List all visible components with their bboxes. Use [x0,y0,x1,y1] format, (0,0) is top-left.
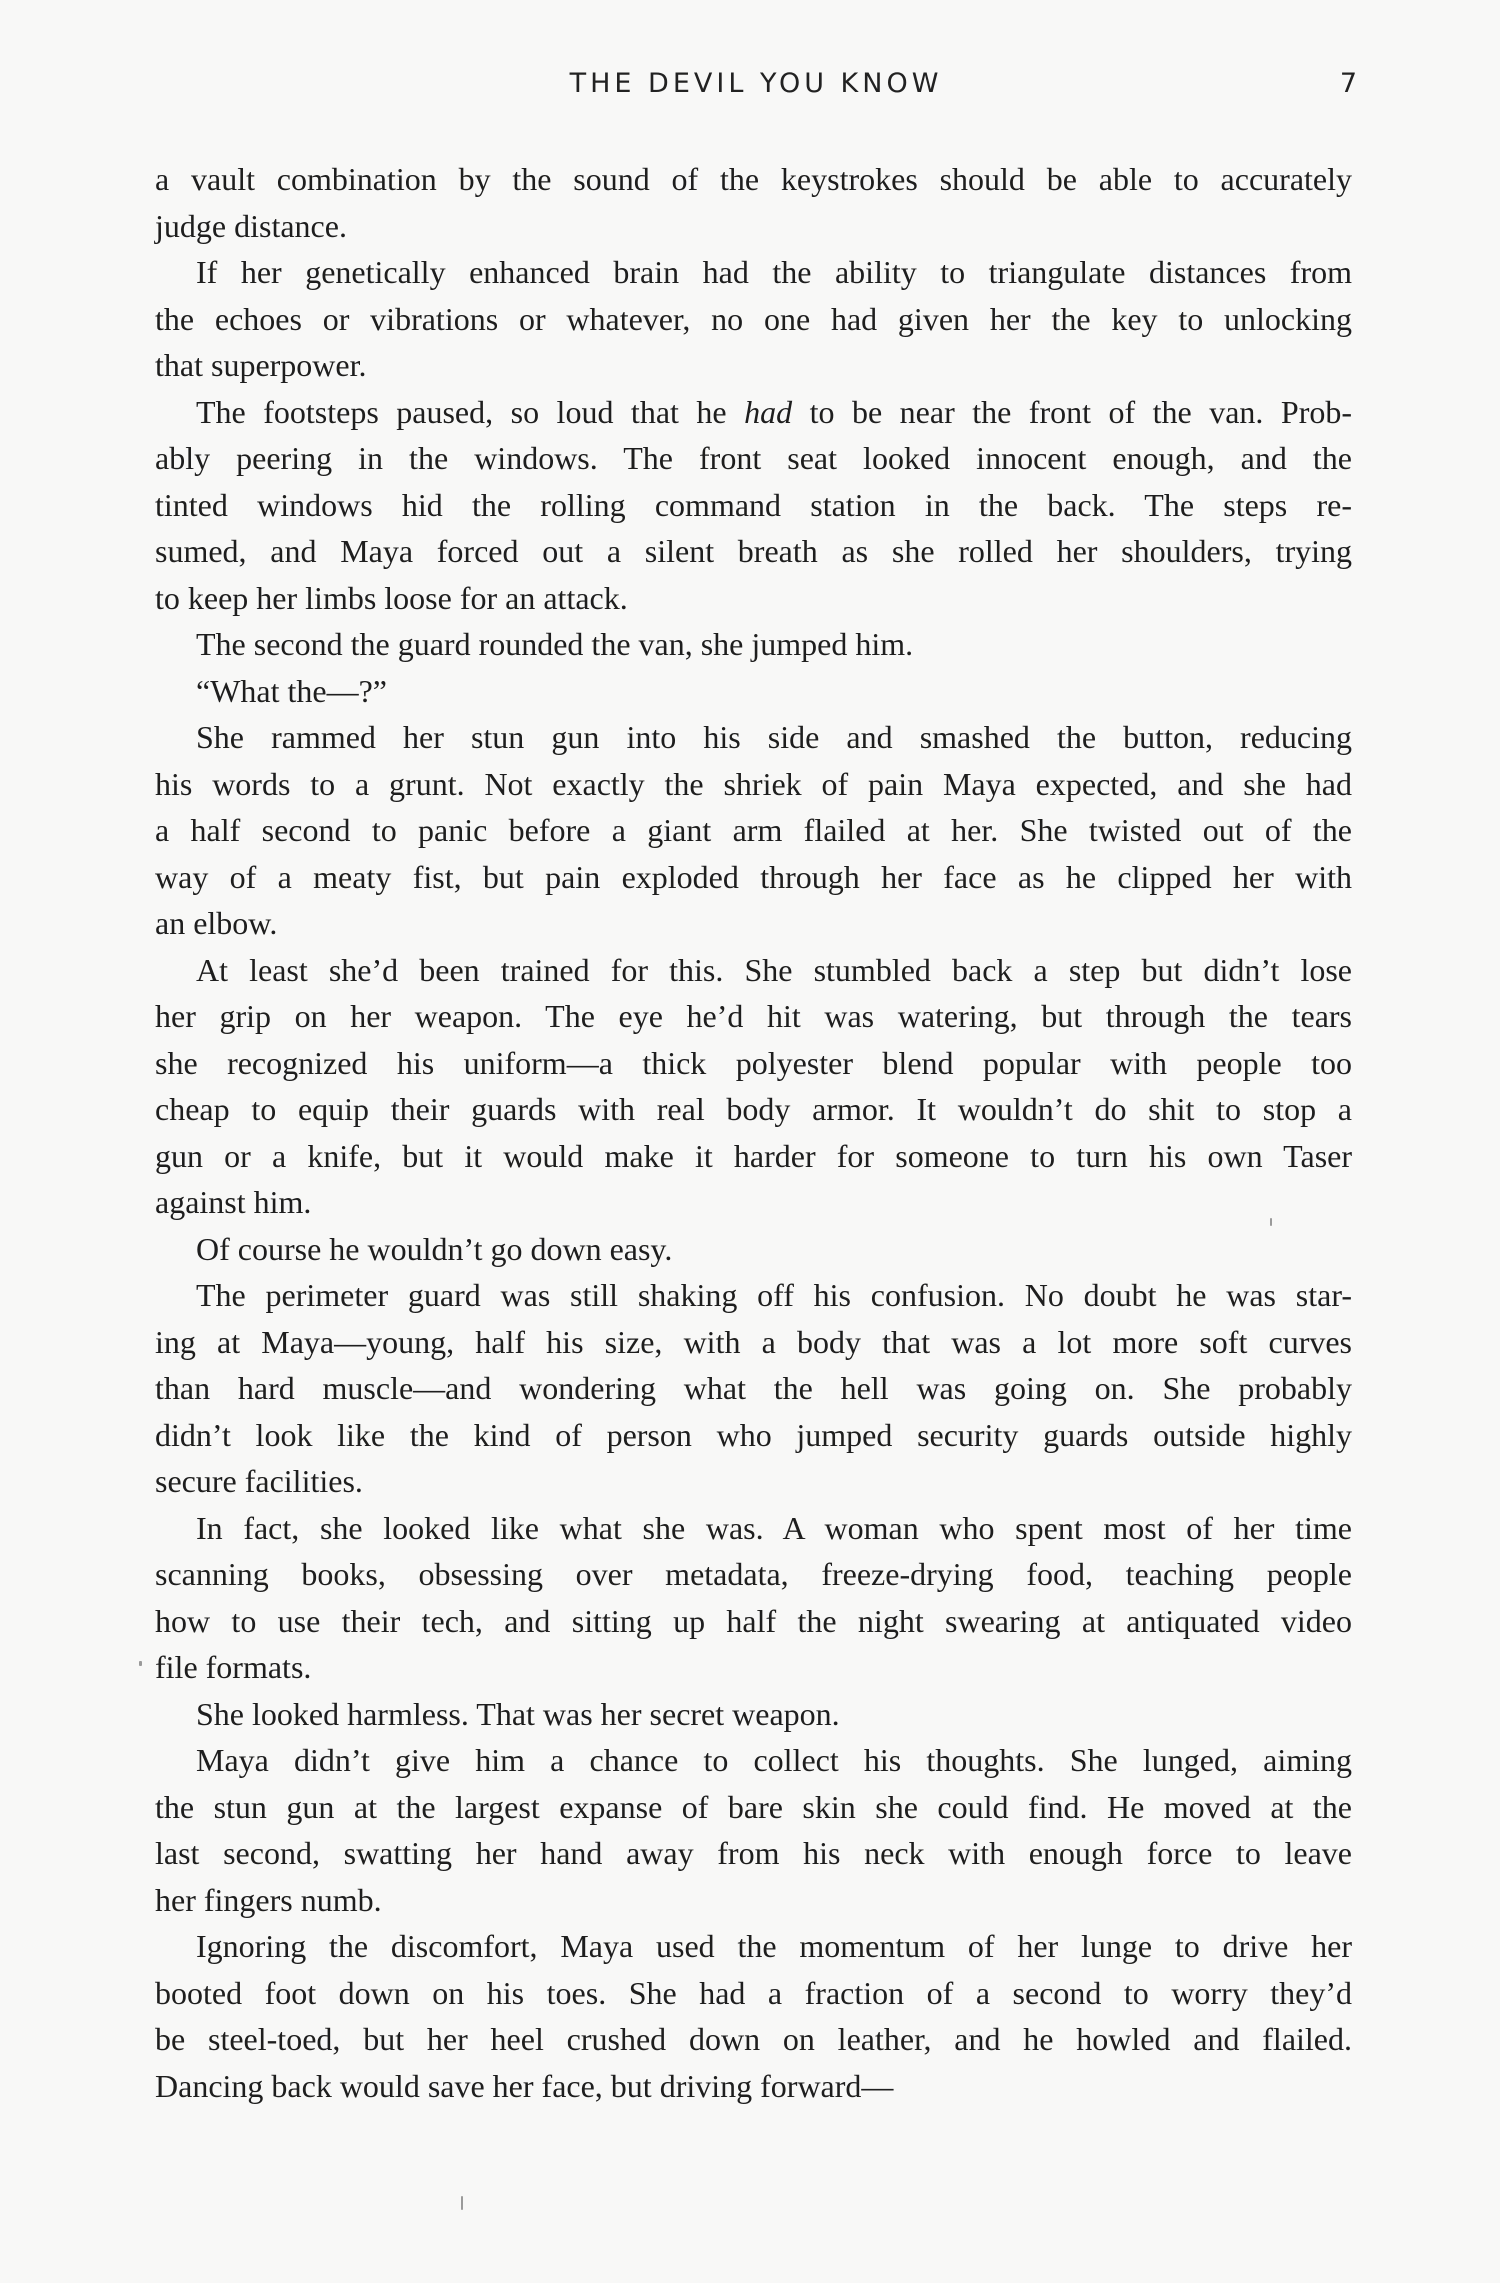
text-line: If her genetically enhanced brain had the ability to triangulate distances from [196,254,1352,290]
scan-speck [1270,1218,1272,1226]
text-line: cheap to equip their guards with real body armor. It wouldn’t do shit to stop a [155,1091,1352,1127]
text-line: tinted windows hid the rolling command station in the back. The steps re- [155,486,1352,523]
text-line: The second the guard rounded the van, she jumped him. [196,626,914,662]
text-line: an elbow. [155,905,278,941]
text-line: the echoes or vibrations or whatever, no one had given her the key to unlocking [155,300,1352,337]
text-line: her fingers numb. [155,1881,382,1918]
scan-speck [461,2196,463,2210]
text-line: than hard muscle—and wondering what the hell was going on. She probably [155,1370,1352,1406]
text-line: ably peering in the windows. The front seat looked innocent enough, and the [155,440,1352,476]
text-line: a vault combination by the sound of the keystrokes should be able to accurately [155,161,1352,197]
scan-speck [139,1661,142,1666]
text-line: way of a meaty fist, but pain exploded through her face as he clipped her with [155,858,1352,895]
text-line: scanning books, obsessing over metadata, freeze-drying food, teaching people [155,1556,1352,1592]
text-line: “What the—?” [196,672,387,709]
text-line: She looked harmless. That was her secret weapon. [196,1695,840,1732]
text-line: In fact, she looked like what she was. A woman who spent most of her time [196,1509,1352,1546]
text-segment: The footsteps paused, so loud that he [196,393,745,430]
text-line: Ignoring the discomfort, Maya used the momentum of her lunge to drive her [196,1928,1352,1964]
text-segment: to be near the front of the van. Prob- [792,393,1353,430]
text-line: she recognized his uniform—a thick polyester blend popular with people too [155,1044,1352,1081]
running-title: THE DEVIL YOU KNOW [569,68,943,99]
text-line: The perimeter guard was still shaking off his confusion. No doubt he was star- [196,1277,1352,1313]
text-line: sumed, and Maya forced out a silent breath as she rolled her shoulders, trying [155,533,1352,569]
text-line: the stun gun at the largest expanse of bare skin she could find. He moved at the [155,1788,1352,1825]
page-number: 7 [1339,68,1357,99]
body-text [155,156,1352,2109]
text-line: secure facilities. [155,1463,363,1499]
text-line: judge distance. [155,207,347,244]
text-line: Of course he wouldn’t go down easy. [196,1230,673,1267]
text-line [155,389,1352,436]
text-line: didn’t look like the kind of person who jumped security guards outside highly [155,1416,1352,1453]
emphasized-word: had [744,393,793,430]
text-line: booted foot down on his toes. She had a fraction of a second to worry they’d [155,1974,1352,2011]
text-line: a half second to panic before a giant arm flailed at her. She twisted out of the [155,812,1352,848]
text-line: Dancing back would save her face, but driving forward— [155,2067,894,2104]
text-line: last second, swatting her hand away from his neck with enough force to leave [155,1835,1352,1871]
text-line: that superpower. [155,347,367,383]
text-line: to keep her limbs loose for an attack. [155,579,628,616]
running-head [155,68,1357,108]
text-line: be steel-toed, but her heel crushed down on leather, and he howled and flailed. [155,2021,1352,2057]
text-line: She rammed her stun gun into his side and smashed the button, reducing [196,719,1352,755]
text-line: file formats. [155,1649,312,1685]
text-line: ing at Maya—young, half his size, with a body that was a lot more soft curves [155,1323,1352,1360]
text-line: against him. [155,1184,312,1220]
text-line: his words to a grunt. Not exactly the shriek of pain Maya expected, and she had [155,765,1352,802]
text-line: her grip on her weapon. The eye he’d hit was watering, but through the tears [155,998,1352,1034]
text-line: how to use their tech, and sitting up half the night swearing at antiquated video [155,1602,1352,1639]
text-line: gun or a knife, but it would make it harder for someone to turn his own Taser [155,1137,1352,1174]
text-line: Maya didn’t give him a chance to collect his thoughts. She lunged, aiming [196,1742,1352,1778]
text-line: At least she’d been trained for this. She stumbled back a step but didn’t lose [196,951,1352,988]
